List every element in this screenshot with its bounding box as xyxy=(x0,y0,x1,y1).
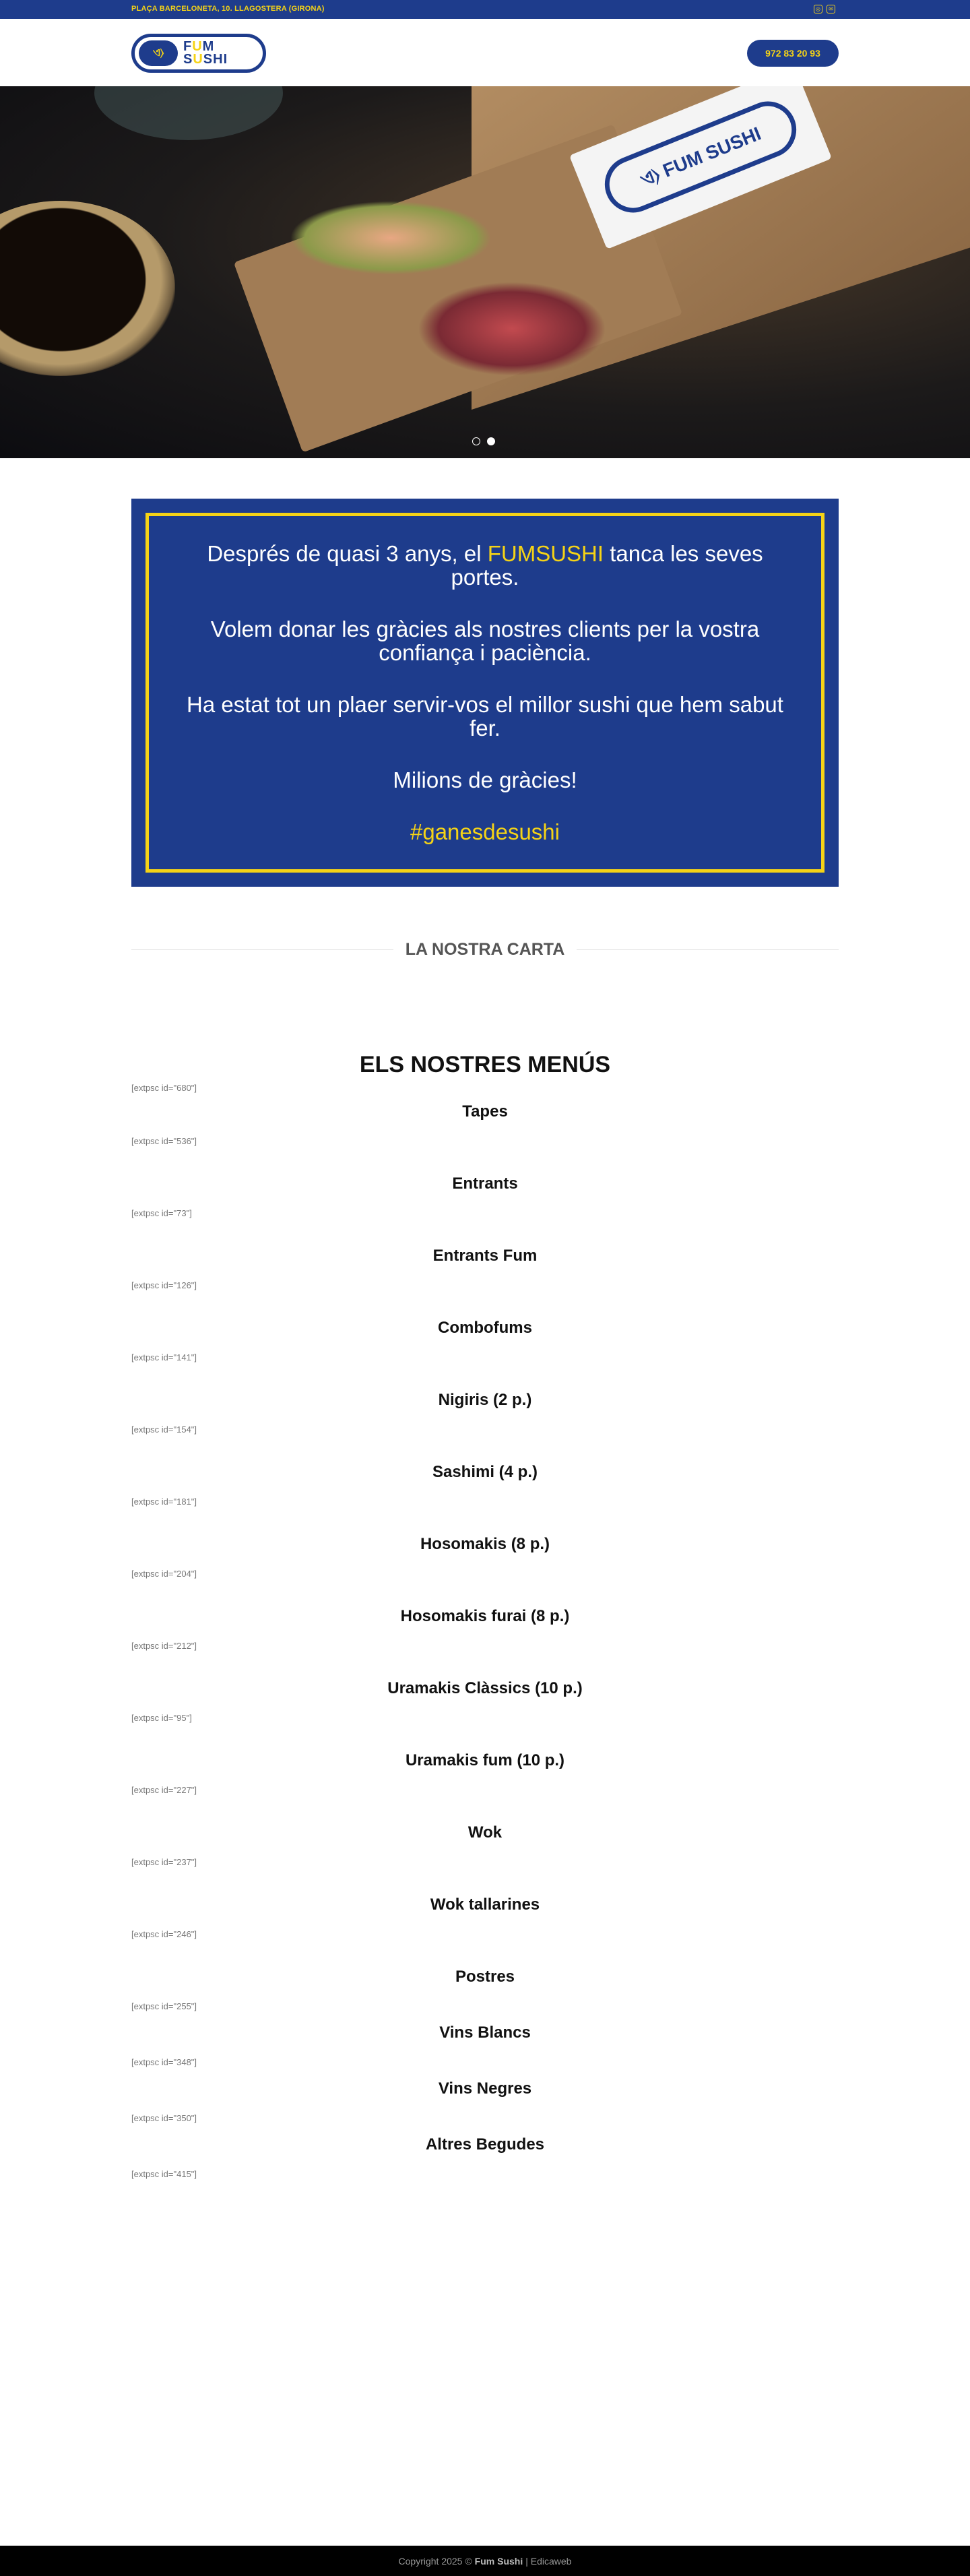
notice-line-1: Després de quasi 3 anys, el FUMSUSHI tanca les seves portes. xyxy=(207,541,763,590)
menu-section-title: Nigiris (2 p.) xyxy=(438,1391,532,1409)
shortcode-text: [extpsc id="227"] xyxy=(131,1785,197,1795)
shortcode-text: [extpsc id="415"] xyxy=(131,2169,197,2179)
closing-notice xyxy=(131,499,839,887)
menu-section xyxy=(131,1174,839,1220)
shortcode-text: [extpsc id="237"] xyxy=(131,1857,197,1867)
menus-title: ELS NOSTRES MENÚS xyxy=(359,1052,611,1077)
menu-section xyxy=(131,2023,839,2069)
shortcode-text: [extpsc id="95"] xyxy=(131,1713,192,1723)
hero-slider[interactable] xyxy=(0,86,970,458)
hero-sticker-logo: ଏ⟩ FUM SUSHI xyxy=(569,86,832,249)
menu-section-title: Combofums xyxy=(438,1319,532,1337)
fish-logo-icon: ଏ⟩ xyxy=(139,40,178,66)
hero-soy-bowl xyxy=(0,201,175,376)
footer-brand[interactable]: Fum Sushi xyxy=(474,2555,523,2567)
hero-sushi xyxy=(290,201,492,275)
email-icon[interactable]: ✉ xyxy=(827,5,835,13)
address: PLAÇA BARCELONETA, 10. LLAGOSTERA (GIRONA) xyxy=(131,5,325,13)
menu-section-title: Vins Blancs xyxy=(439,2023,531,2042)
menu-section-title: Entrants Fum xyxy=(432,1247,538,1265)
shortcode-text: [extpsc id="141"] xyxy=(131,1352,197,1362)
menu-section xyxy=(131,1462,839,1509)
shortcode-text: [extpsc id="350"] xyxy=(131,2113,197,2123)
slider-dot-2-active[interactable] xyxy=(487,437,495,445)
menu-section xyxy=(131,1606,839,1653)
menu-section xyxy=(131,1678,839,1725)
menu-section-title: Sashimi (4 p.) xyxy=(432,1463,538,1481)
menu-section-title: Wok tallarines xyxy=(430,1895,540,1914)
menu-section xyxy=(131,1967,839,2013)
carta-title: LA NOSTRA CARTA xyxy=(405,939,565,959)
shortcode-text: [extpsc id="73"] xyxy=(131,1208,192,1218)
phone-button[interactable]: 972 83 20 93 xyxy=(747,40,839,67)
menu-section-title: Uramakis fum (10 p.) xyxy=(405,1751,565,1769)
shortcode-text: [extpsc id="204"] xyxy=(131,1569,197,1579)
menu-section xyxy=(131,2135,839,2181)
footer-credit[interactable]: Edicaweb xyxy=(530,2555,572,2567)
logo-text: FUM SUSHI xyxy=(183,39,228,67)
menu-section xyxy=(131,1534,839,1581)
menu-section xyxy=(131,1318,839,1364)
menu-section-title: Hosomakis (8 p.) xyxy=(420,1535,550,1553)
notice-hashtag: #ganesdesushi xyxy=(410,819,560,844)
menu-section-title: Postres xyxy=(455,1968,515,1986)
hero-sushi xyxy=(418,282,606,376)
menu-section xyxy=(131,1390,839,1437)
shortcode-text: [extpsc id="181"] xyxy=(131,1497,197,1507)
menu-section xyxy=(131,1823,839,1869)
menu-section-title: Uramakis Clàssics (10 p.) xyxy=(387,1679,583,1697)
hero-glass xyxy=(94,86,283,140)
menu-section xyxy=(131,1895,839,1941)
menu-section-title: Wok xyxy=(467,1823,503,1842)
menu-section-title: Altres Begudes xyxy=(425,2135,545,2154)
menu-section xyxy=(131,2079,839,2125)
shortcode-text: [extpsc id="255"] xyxy=(131,2001,197,2011)
menu-section-title: Entrants xyxy=(452,1174,518,1193)
header xyxy=(0,19,970,86)
footer: Copyright 2025 © Fum Sushi | Edicaweb xyxy=(0,2546,970,2576)
shortcode-text: [extpsc id="680"] xyxy=(131,1083,197,1093)
carta-divider xyxy=(131,939,839,960)
top-bar xyxy=(0,0,970,19)
menu-section xyxy=(131,1102,839,1148)
shortcode-text: [extpsc id="536"] xyxy=(131,1136,197,1146)
shortcode-text: [extpsc id="154"] xyxy=(131,1424,197,1435)
notice-line-3: Ha estat tot un plaer servir-vos el millor sushi que hem sabut fer. xyxy=(187,692,783,741)
menu-section-title: Tapes xyxy=(462,1102,508,1121)
slider-dot-1[interactable] xyxy=(472,437,480,445)
shortcode-text: [extpsc id="126"] xyxy=(131,1280,197,1290)
notice-line-2: Volem donar les gràcies als nostres clients per la vostra confiança i paciència. xyxy=(210,617,760,665)
shortcode-text: [extpsc id="246"] xyxy=(131,1929,197,1939)
notice-line-4: Milions de gràcies! xyxy=(393,767,577,792)
menu-section-title: Hosomakis furai (8 p.) xyxy=(400,1607,570,1625)
instagram-icon[interactable]: ◎ xyxy=(814,5,822,13)
menu-section xyxy=(131,1246,839,1292)
menu-section xyxy=(131,1751,839,1797)
logo[interactable] xyxy=(131,34,266,73)
shortcode-text: [extpsc id="212"] xyxy=(131,1641,197,1651)
shortcode-text: [extpsc id="348"] xyxy=(131,2057,197,2067)
menus-section xyxy=(131,1050,839,2181)
menu-section-title: Vins Negres xyxy=(438,2079,532,2098)
